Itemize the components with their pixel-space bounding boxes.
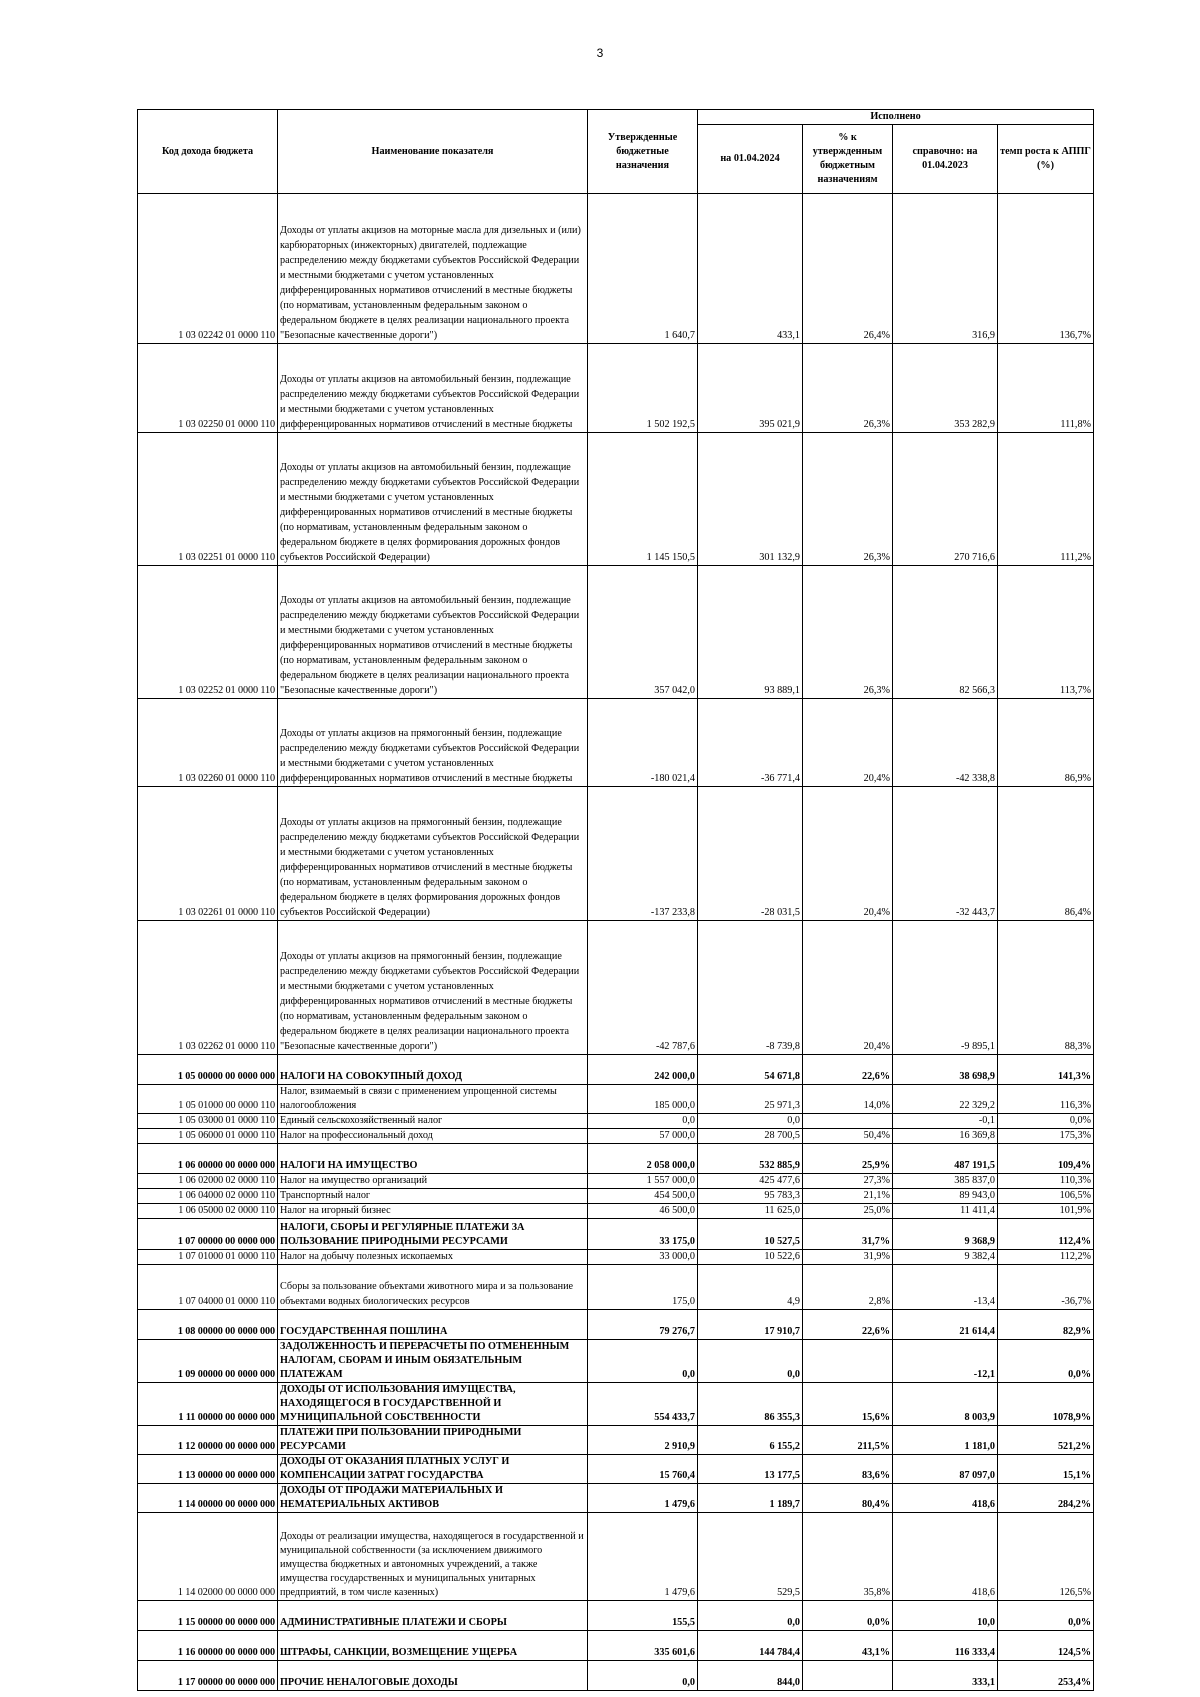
row-code: 1 09 00000 00 0000 000 [138, 1340, 278, 1383]
row-growth: -36,7% [998, 1265, 1094, 1310]
row-approved: 1 640,7 [588, 194, 698, 344]
row-growth: 0,0% [998, 1340, 1094, 1383]
row-approved: 46 500,0 [588, 1204, 698, 1219]
row-name: Налог на имущество организаций [278, 1174, 588, 1189]
row-approved: 0,0 [588, 1661, 698, 1691]
row-growth: 0,0% [998, 1114, 1094, 1129]
table-row [138, 1310, 1094, 1340]
row-growth: 141,3% [998, 1055, 1094, 1085]
row-approved: 155,5 [588, 1601, 698, 1631]
row-growth: 110,3% [998, 1174, 1094, 1189]
row-name: НАЛОГИ, СБОРЫ И РЕГУЛЯРНЫЕ ПЛАТЕЖИ ЗА ПОЛЬЗОВАНИЕ ПРИРОДНЫМИ РЕСУРСАМИ [278, 1219, 588, 1250]
row-growth: 521,2% [998, 1426, 1094, 1455]
row-code: 1 03 02251 01 0000 110 [138, 433, 278, 566]
row-growth: 106,5% [998, 1189, 1094, 1204]
revenue-table [137, 109, 1094, 1691]
row-code: 1 03 02260 01 0000 110 [138, 699, 278, 787]
row-code: 1 17 00000 00 0000 000 [138, 1661, 278, 1691]
row-pct: 26,3% [803, 344, 893, 433]
row-code: 1 03 02261 01 0000 110 [138, 787, 278, 921]
row-name: НАЛОГИ НА СОВОКУПНЫЙ ДОХОД [278, 1055, 588, 1085]
row-pct: 26,4% [803, 194, 893, 344]
row-executed: 844,0 [698, 1661, 803, 1691]
row-executed: 529,5 [698, 1513, 803, 1601]
row-name: НАЛОГИ НА ИМУЩЕСТВО [278, 1144, 588, 1174]
row-approved: 1 502 192,5 [588, 344, 698, 433]
row-ref: 1 181,0 [893, 1426, 998, 1455]
row-growth: 101,9% [998, 1204, 1094, 1219]
row-ref: 21 614,4 [893, 1310, 998, 1340]
row-approved: 1 145 150,5 [588, 433, 698, 566]
row-code: 1 08 00000 00 0000 000 [138, 1310, 278, 1340]
row-growth: 15,1% [998, 1455, 1094, 1484]
row-ref: 418,6 [893, 1513, 998, 1601]
table-row [138, 1601, 1094, 1631]
table-row [138, 1250, 1094, 1265]
row-executed: 425 477,6 [698, 1174, 803, 1189]
row-code: 1 06 04000 02 0000 110 [138, 1189, 278, 1204]
row-approved: 1 557 000,0 [588, 1174, 698, 1189]
row-executed: 532 885,9 [698, 1144, 803, 1174]
row-executed: 433,1 [698, 194, 803, 344]
row-code: 1 05 06000 01 0000 110 [138, 1129, 278, 1144]
row-executed: 10 522,6 [698, 1250, 803, 1265]
row-executed: 11 625,0 [698, 1204, 803, 1219]
row-name: Доходы от уплаты акцизов на прямогонный бензин, подлежащие распределению между бюджетами субъектов Российской Федерации и местными бюджетами с учетом установленных дифференцированных нормативов отчислений в местные бюджеты (по нормативам, установленным федеральным законом о федеральном бюджете в целях формирования дорожных фондов субъектов Российской Федерации) [278, 787, 588, 921]
row-growth: 112,4% [998, 1219, 1094, 1250]
row-code: 1 03 02262 01 0000 110 [138, 921, 278, 1055]
row-executed: 86 355,3 [698, 1383, 803, 1426]
header-executed-group: Исполнено [698, 110, 1094, 125]
row-ref: 87 097,0 [893, 1455, 998, 1484]
row-executed: -36 771,4 [698, 699, 803, 787]
table-row [138, 1426, 1094, 1455]
row-name: Доходы от уплаты акцизов на автомобильный бензин, подлежащие распределению между бюджетами субъектов Российской Федерации и местными бюджетами с учетом установленных дифференцированных нормативов отчислений в местные бюджеты [278, 344, 588, 433]
row-pct: 20,4% [803, 787, 893, 921]
row-approved: 33 000,0 [588, 1250, 698, 1265]
row-name: Налог на добычу полезных ископаемых [278, 1250, 588, 1265]
row-pct: 35,8% [803, 1513, 893, 1601]
row-ref: 16 369,8 [893, 1129, 998, 1144]
row-name: ДОХОДЫ ОТ ПРОДАЖИ МАТЕРИАЛЬНЫХ И НЕМАТЕРИАЛЬНЫХ АКТИВОВ [278, 1484, 588, 1513]
row-code: 1 14 00000 00 0000 000 [138, 1484, 278, 1513]
page-number: 3 [596, 46, 604, 60]
row-executed: 10 527,5 [698, 1219, 803, 1250]
row-executed: 0,0 [698, 1601, 803, 1631]
row-pct [803, 1114, 893, 1129]
row-growth: 111,2% [998, 433, 1094, 566]
row-approved: 454 500,0 [588, 1189, 698, 1204]
row-ref: -0,1 [893, 1114, 998, 1129]
row-code: 1 03 02242 01 0000 110 [138, 194, 278, 344]
table-body [138, 194, 1094, 1691]
row-executed: -28 031,5 [698, 787, 803, 921]
row-growth: 113,7% [998, 566, 1094, 699]
row-pct: 2,8% [803, 1265, 893, 1310]
row-pct: 22,6% [803, 1310, 893, 1340]
table-row [138, 1144, 1094, 1174]
row-approved: 335 601,6 [588, 1631, 698, 1661]
table-row [138, 1174, 1094, 1189]
row-ref: 38 698,9 [893, 1055, 998, 1085]
row-name: ШТРАФЫ, САНКЦИИ, ВОЗМЕЩЕНИЕ УЩЕРБА [278, 1631, 588, 1661]
row-code: 1 07 00000 00 0000 000 [138, 1219, 278, 1250]
row-ref: 89 943,0 [893, 1189, 998, 1204]
table-row [138, 1129, 1094, 1144]
row-pct: 15,6% [803, 1383, 893, 1426]
row-ref: 270 716,6 [893, 433, 998, 566]
row-pct [803, 1661, 893, 1691]
row-approved: 242 000,0 [588, 1055, 698, 1085]
row-approved: 175,0 [588, 1265, 698, 1310]
table-row [138, 1189, 1094, 1204]
row-code: 1 06 05000 02 0000 110 [138, 1204, 278, 1219]
row-ref: 385 837,0 [893, 1174, 998, 1189]
table-row [138, 1204, 1094, 1219]
row-pct: 83,6% [803, 1455, 893, 1484]
row-approved: -180 021,4 [588, 699, 698, 787]
row-executed: 95 783,3 [698, 1189, 803, 1204]
row-pct: 27,3% [803, 1174, 893, 1189]
row-pct: 26,3% [803, 566, 893, 699]
row-pct: 0,0% [803, 1601, 893, 1631]
row-executed: 395 021,9 [698, 344, 803, 433]
row-growth: 116,3% [998, 1085, 1094, 1114]
row-executed: 93 889,1 [698, 566, 803, 699]
row-growth: 253,4% [998, 1661, 1094, 1691]
row-ref: 353 282,9 [893, 344, 998, 433]
row-name: Доходы от уплаты акцизов на прямогонный бензин, подлежащие распределению между бюджетами субъектов Российской Федерации и местными бюджетами с учетом установленных дифференцированных нормативов отчислений в местные бюджеты (по нормативам, установленным федеральным законом о федеральном бюджете в целях реализации национального проекта "Безопасные качественные дороги") [278, 921, 588, 1055]
table-row [138, 1265, 1094, 1310]
row-code: 1 11 00000 00 0000 000 [138, 1383, 278, 1426]
row-code: 1 05 00000 00 0000 000 [138, 1055, 278, 1085]
row-name: Единый сельскохозяйственный налог [278, 1114, 588, 1129]
row-name: ГОСУДАРСТВЕННАЯ ПОШЛИНА [278, 1310, 588, 1340]
row-approved: 554 433,7 [588, 1383, 698, 1426]
row-pct: 80,4% [803, 1484, 893, 1513]
row-pct: 25,0% [803, 1204, 893, 1219]
row-pct: 31,9% [803, 1250, 893, 1265]
row-code: 1 07 04000 01 0000 110 [138, 1265, 278, 1310]
header-approved: Утвержденные бюджетные назначения [588, 110, 698, 194]
row-code: 1 14 02000 00 0000 000 [138, 1513, 278, 1601]
table-row [138, 1631, 1094, 1661]
row-executed: 54 671,8 [698, 1055, 803, 1085]
table-row [138, 1513, 1094, 1601]
header-reference: справочно: на 01.04.2023 [893, 125, 998, 194]
row-growth: 86,4% [998, 787, 1094, 921]
row-ref: 10,0 [893, 1601, 998, 1631]
row-growth: 175,3% [998, 1129, 1094, 1144]
row-name: Доходы от реализации имущества, находящегося в государственной и муниципальной собственности (за исключением движимого имущества бюджетных и автономных учреждений, а также имущества государственных и муниципальных унитарных предприятий, в том числе казенных) [278, 1513, 588, 1601]
row-approved: 33 175,0 [588, 1219, 698, 1250]
header-name: Наименование показателя [278, 110, 588, 194]
header-date-current: на 01.04.2024 [698, 125, 803, 194]
row-code: 1 03 02252 01 0000 110 [138, 566, 278, 699]
header-growth-rate: темп роста к АППГ (%) [998, 125, 1094, 194]
row-approved: 185 000,0 [588, 1085, 698, 1114]
table-row [138, 566, 1094, 699]
row-approved: 2 058 000,0 [588, 1144, 698, 1174]
row-pct: 211,5% [803, 1426, 893, 1455]
row-ref: 9 382,4 [893, 1250, 998, 1265]
row-ref: 487 191,5 [893, 1144, 998, 1174]
table-row [138, 344, 1094, 433]
row-ref: 116 333,4 [893, 1631, 998, 1661]
row-ref: 333,1 [893, 1661, 998, 1691]
row-executed: 1 189,7 [698, 1484, 803, 1513]
table-row [138, 921, 1094, 1055]
row-code: 1 05 03000 01 0000 110 [138, 1114, 278, 1129]
row-code: 1 16 00000 00 0000 000 [138, 1631, 278, 1661]
row-growth: 88,3% [998, 921, 1094, 1055]
row-executed: 6 155,2 [698, 1426, 803, 1455]
row-growth: 0,0% [998, 1601, 1094, 1631]
row-pct: 21,1% [803, 1189, 893, 1204]
row-growth: 111,8% [998, 344, 1094, 433]
row-pct: 31,7% [803, 1219, 893, 1250]
row-growth: 136,7% [998, 194, 1094, 344]
table-row [138, 787, 1094, 921]
row-code: 1 03 02250 01 0000 110 [138, 344, 278, 433]
row-growth: 109,4% [998, 1144, 1094, 1174]
row-executed: 144 784,4 [698, 1631, 803, 1661]
row-executed: -8 739,8 [698, 921, 803, 1055]
row-executed: 4,9 [698, 1265, 803, 1310]
row-approved: 1 479,6 [588, 1484, 698, 1513]
row-growth: 82,9% [998, 1310, 1094, 1340]
row-executed: 25 971,3 [698, 1085, 803, 1114]
row-approved: -42 787,6 [588, 921, 698, 1055]
table-row [138, 1085, 1094, 1114]
row-executed: 301 132,9 [698, 433, 803, 566]
row-name: Транспортный налог [278, 1189, 588, 1204]
row-approved: 1 479,6 [588, 1513, 698, 1601]
row-name: Доходы от уплаты акцизов на прямогонный бензин, подлежащие распределению между бюджетами субъектов Российской Федерации и местными бюджетами с учетом установленных дифференцированных нормативов отчислений в местные бюджеты [278, 699, 588, 787]
row-pct: 20,4% [803, 699, 893, 787]
row-name: Налог, взимаемый в связи с применением упрощенной системы налогообложения [278, 1085, 588, 1114]
row-ref: 8 003,9 [893, 1383, 998, 1426]
row-name: Доходы от уплаты акцизов на моторные масла для дизельных и (или) карбюраторных (инжекторных) двигателей, подлежащие распределению между бюджетами субъектов Российской Федерации и местными бюджетами с учетом установленных дифференцированных нормативов отчислений в местные бюджеты (по нормативам, установленным федеральным законом о федеральном бюджете в целях реализации национального проекта "Безопасные качественные дороги") [278, 194, 588, 344]
table-row [138, 1114, 1094, 1129]
row-code: 1 13 00000 00 0000 000 [138, 1455, 278, 1484]
row-name: Налог на профессиональный доход [278, 1129, 588, 1144]
row-name: Налог на игорный бизнес [278, 1204, 588, 1219]
row-ref: 82 566,3 [893, 566, 998, 699]
row-code: 1 15 00000 00 0000 000 [138, 1601, 278, 1631]
row-code: 1 07 01000 01 0000 110 [138, 1250, 278, 1265]
row-approved: 57 000,0 [588, 1129, 698, 1144]
row-name: ДОХОДЫ ОТ ОКАЗАНИЯ ПЛАТНЫХ УСЛУГ И КОМПЕНСАЦИИ ЗАТРАТ ГОСУДАРСТВА [278, 1455, 588, 1484]
row-approved: 79 276,7 [588, 1310, 698, 1340]
table-row [138, 1661, 1094, 1691]
row-growth: 86,9% [998, 699, 1094, 787]
row-ref: 22 329,2 [893, 1085, 998, 1114]
row-code: 1 06 02000 02 0000 110 [138, 1174, 278, 1189]
row-pct: 25,9% [803, 1144, 893, 1174]
row-name: Сборы за пользование объектами животного мира и за пользование объектами водных биологических ресурсов [278, 1265, 588, 1310]
table-row [138, 1055, 1094, 1085]
row-pct [803, 1340, 893, 1383]
row-pct: 43,1% [803, 1631, 893, 1661]
row-pct: 14,0% [803, 1085, 893, 1114]
row-executed: 0,0 [698, 1114, 803, 1129]
table-row [138, 433, 1094, 566]
table-row [138, 1383, 1094, 1426]
row-growth: 126,5% [998, 1513, 1094, 1601]
row-name: ПЛАТЕЖИ ПРИ ПОЛЬЗОВАНИИ ПРИРОДНЫМИ РЕСУРСАМИ [278, 1426, 588, 1455]
row-ref: 316,9 [893, 194, 998, 344]
row-code: 1 12 00000 00 0000 000 [138, 1426, 278, 1455]
table-row [138, 1219, 1094, 1250]
row-pct: 26,3% [803, 433, 893, 566]
row-executed: 17 910,7 [698, 1310, 803, 1340]
row-ref: -32 443,7 [893, 787, 998, 921]
row-growth: 1078,9% [998, 1383, 1094, 1426]
row-executed: 13 177,5 [698, 1455, 803, 1484]
row-approved: 357 042,0 [588, 566, 698, 699]
row-ref: 11 411,4 [893, 1204, 998, 1219]
row-ref: -42 338,8 [893, 699, 998, 787]
row-name: ДОХОДЫ ОТ ИСПОЛЬЗОВАНИЯ ИМУЩЕСТВА, НАХОДЯЩЕГОСЯ В ГОСУДАРСТВЕННОЙ И МУНИЦИПАЛЬНОЙ СОБСТВЕННОСТИ [278, 1383, 588, 1426]
row-code: 1 06 00000 00 0000 000 [138, 1144, 278, 1174]
row-executed: 0,0 [698, 1340, 803, 1383]
table-row [138, 1484, 1094, 1513]
header-code: Код дохода бюджета [138, 110, 278, 194]
row-growth: 284,2% [998, 1484, 1094, 1513]
row-pct: 20,4% [803, 921, 893, 1055]
row-approved: -137 233,8 [588, 787, 698, 921]
row-name: АДМИНИСТРАТИВНЫЕ ПЛАТЕЖИ И СБОРЫ [278, 1601, 588, 1631]
row-ref: -13,4 [893, 1265, 998, 1310]
row-growth: 112,2% [998, 1250, 1094, 1265]
row-ref: 9 368,9 [893, 1219, 998, 1250]
row-approved: 15 760,4 [588, 1455, 698, 1484]
table-row [138, 1340, 1094, 1383]
row-name: Доходы от уплаты акцизов на автомобильный бензин, подлежащие распределению между бюджетами субъектов Российской Федерации и местными бюджетами с учетом установленных дифференцированных нормативов отчислений в местные бюджеты (по нормативам, установленным федеральным законом о федеральном бюджете в целях реализации национального проекта "Безопасные качественные дороги") [278, 566, 588, 699]
row-pct: 22,6% [803, 1055, 893, 1085]
row-code: 1 05 01000 00 0000 110 [138, 1085, 278, 1114]
row-name: Доходы от уплаты акцизов на автомобильный бензин, подлежащие распределению между бюджетами субъектов Российской Федерации и местными бюджетами с учетом установленных дифференцированных нормативов отчислений в местные бюджеты (по нормативам, установленным федеральным законом о федеральном бюджете в целях формирования дорожных фондов субъектов Российской Федерации) [278, 433, 588, 566]
header-pct-of-approved: % к утвержденным бюджетным назначениям [803, 125, 893, 194]
row-growth: 124,5% [998, 1631, 1094, 1661]
row-approved: 0,0 [588, 1114, 698, 1129]
row-ref: -12,1 [893, 1340, 998, 1383]
row-name: ПРОЧИЕ НЕНАЛОГОВЫЕ ДОХОДЫ [278, 1661, 588, 1691]
row-pct: 50,4% [803, 1129, 893, 1144]
row-ref: 418,6 [893, 1484, 998, 1513]
row-ref: -9 895,1 [893, 921, 998, 1055]
table-row [138, 1455, 1094, 1484]
table-row [138, 699, 1094, 787]
row-name: ЗАДОЛЖЕННОСТЬ И ПЕРЕРАСЧЕТЫ ПО ОТМЕНЕННЫМ НАЛОГАМ, СБОРАМ И ИНЫМ ОБЯЗАТЕЛЬНЫМ ПЛАТЕЖАМ [278, 1340, 588, 1383]
row-approved: 0,0 [588, 1340, 698, 1383]
row-executed: 28 700,5 [698, 1129, 803, 1144]
row-approved: 2 910,9 [588, 1426, 698, 1455]
table-row [138, 194, 1094, 344]
